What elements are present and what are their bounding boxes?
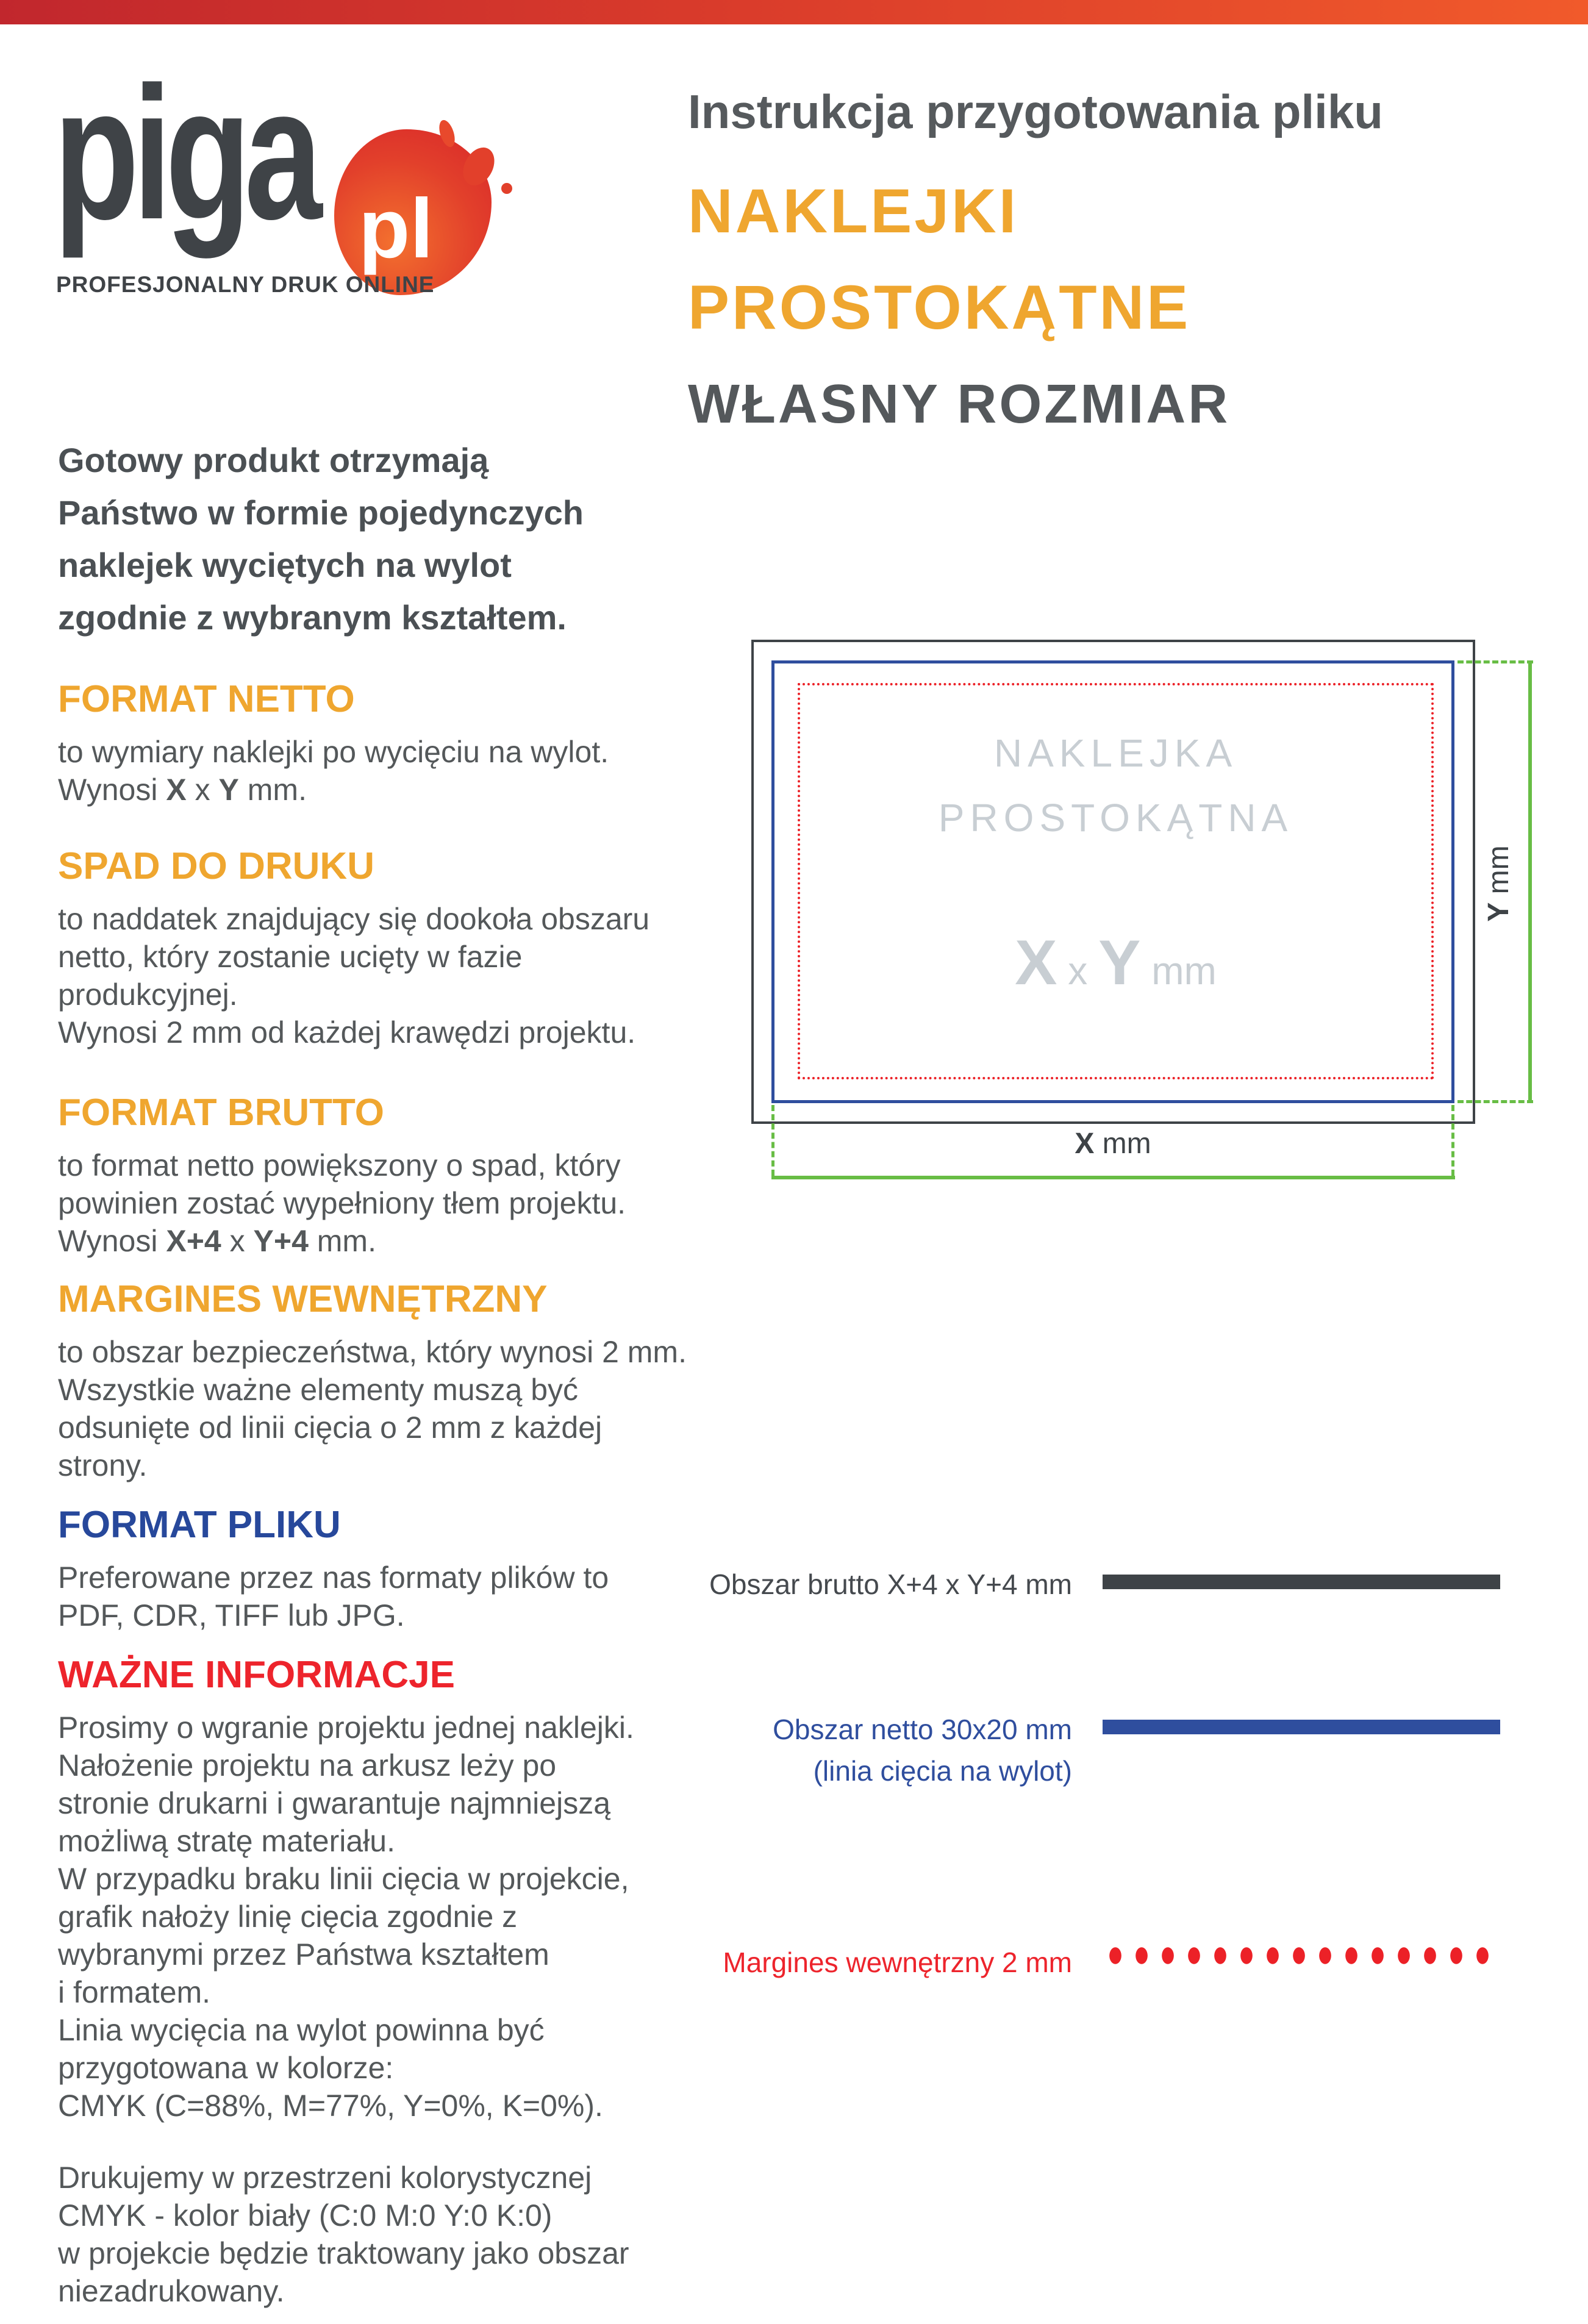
section-heading: FORMAT BRUTTO (58, 1092, 384, 1134)
body-line: CMYK (C=88%, M=77%, Y=0%, K=0%). (58, 2089, 603, 2123)
body-line: Wszystkie ważne elementy muszą być (58, 1373, 579, 1407)
x-dimension-dash-left (771, 1105, 774, 1176)
intro-line: Gotowy produkt otrzymają (58, 441, 489, 479)
body-line: to obszar bezpieczeństwa, który wynosi 2 mm. (58, 1335, 687, 1369)
legend-margin-label: Margines wewnętrzny 2 mm (723, 1947, 1072, 1978)
body-line: Preferowane przez nas formaty plików to (58, 1561, 609, 1595)
section-format-pliku (58, 1504, 704, 1634)
body-line: niezadrukowany. (58, 2274, 285, 2308)
logo-tagline: PROFESJONALNY DRUK ONLINE (56, 272, 435, 297)
body-line: produkcyjnej. (58, 978, 238, 1012)
body-line: możliwą stratę materiału. (58, 1824, 395, 1858)
legend-brutto-swatch (1103, 1575, 1500, 1589)
body-line: Drukujemy w przestrzeni kolorystycznej (58, 2161, 592, 2195)
intro-line: naklejek wyciętych na wylot (58, 546, 512, 584)
y-dimension-dash-top (1457, 660, 1533, 663)
body-line: strony. (58, 1448, 148, 1482)
body-line: Wynosi 2 mm od każdej krawędzi projektu. (58, 1015, 636, 1049)
body-line: CMYK - kolor biały (C:0 M:0 Y:0 K:0) (58, 2198, 553, 2233)
product-name-line2: PROSTOKĄTNE (688, 273, 1191, 342)
body-line: i formatem. (58, 1975, 211, 2009)
body-line: w projekcie będzie traktowany jako obszar (58, 2236, 629, 2270)
section-heading: MARGINES WEWNĘTRZNY (58, 1278, 548, 1320)
paragraph-gap (58, 2125, 704, 2159)
section-wazne-informacje (58, 1654, 704, 2310)
y-dimension-dash-bottom (1457, 1100, 1533, 1103)
body-line: W przypadku braku linii cięcia w projekcie, (58, 1862, 629, 1896)
body-line: odsunięte od linii cięcia o 2 mm z każdej (58, 1410, 603, 1445)
body-line: Prosimy o wgranie projektu jednej naklejki. (58, 1711, 634, 1745)
ink-drop-icon (501, 183, 512, 194)
diagram-placeholder-size: X x Y mm (1015, 928, 1217, 998)
section-spad-do-druku (58, 845, 704, 1051)
section-format-brutto (58, 1092, 704, 1260)
section-heading: SPAD DO DRUKU (58, 845, 374, 887)
intro-line: Państwo w formie pojedynczych (58, 493, 584, 532)
x-dimension-label: X mm (1075, 1128, 1151, 1160)
body-line: Wynosi X+4 x Y+4 mm. (58, 1224, 376, 1258)
body-line: Linia wycięcia na wylot powinna być (58, 2013, 545, 2047)
intro-paragraph (58, 434, 698, 644)
section-heading: WAŻNE INFORMACJE (58, 1654, 455, 1696)
legend-netto-label: Obszar netto 30x20 mm (773, 1714, 1072, 1745)
section-format-netto (58, 678, 704, 809)
top-gradient-bar (0, 0, 1588, 24)
body-line: wybranymi przez Państwa kształtem (58, 1937, 549, 1972)
product-subtitle: WŁASNY ROZMIAR (688, 374, 1231, 435)
x-dimension-dash-right (1451, 1105, 1454, 1176)
logo-tld: pl (359, 182, 434, 276)
y-dimension-line (1528, 660, 1532, 1103)
y-dimension-label: Y mm (1482, 845, 1515, 922)
page-title: Instrukcja przygotowania pliku (688, 85, 1383, 138)
body-line: to format netto powiększony o spad, który (58, 1148, 621, 1182)
body-line: stronie drukarni i gwarantuje najmniejszą (58, 1786, 611, 1820)
legend-netto-sublabel: (linia cięcia na wylot) (813, 1755, 1072, 1787)
legend-margin-dotted-swatch (1103, 1947, 1503, 1965)
section-heading: FORMAT PLIKU (58, 1504, 341, 1546)
logo-wordmark: piga (54, 47, 317, 259)
body-line: przygotowana w kolorze: (58, 2051, 394, 2085)
product-name-line1: NAKLEJKI (688, 176, 1019, 246)
body-line: Wynosi X x Y mm. (58, 773, 307, 807)
body-line: to wymiary naklejki po wycięciu na wylot. (58, 735, 609, 769)
body-line: powinien zostać wypełniony tłem projektu. (58, 1186, 626, 1220)
body-line: netto, który zostanie ucięty w fazie (58, 940, 523, 974)
section-heading: FORMAT NETTO (58, 678, 355, 720)
intro-line: zgodnie z wybranym kształtem. (58, 598, 567, 637)
body-line: to naddatek znajdujący się dookoła obszaru (58, 902, 650, 936)
body-line: Nałożenie projektu na arkusz leży po (58, 1748, 557, 1782)
diagram-placeholder-title: NAKLEJKA PROSTOKĄTNA (938, 731, 1293, 840)
legend-brutto-label: Obszar brutto X+4 x Y+4 mm (709, 1568, 1072, 1600)
section-margines-wewnetrzny (58, 1278, 704, 1484)
x-dimension-line (771, 1176, 1455, 1179)
legend-netto-swatch (1103, 1720, 1500, 1734)
body-line: grafik nałoży linię cięcia zgodnie z (58, 1900, 518, 1934)
body-line: PDF, CDR, TIFF lub JPG. (58, 1598, 405, 1632)
